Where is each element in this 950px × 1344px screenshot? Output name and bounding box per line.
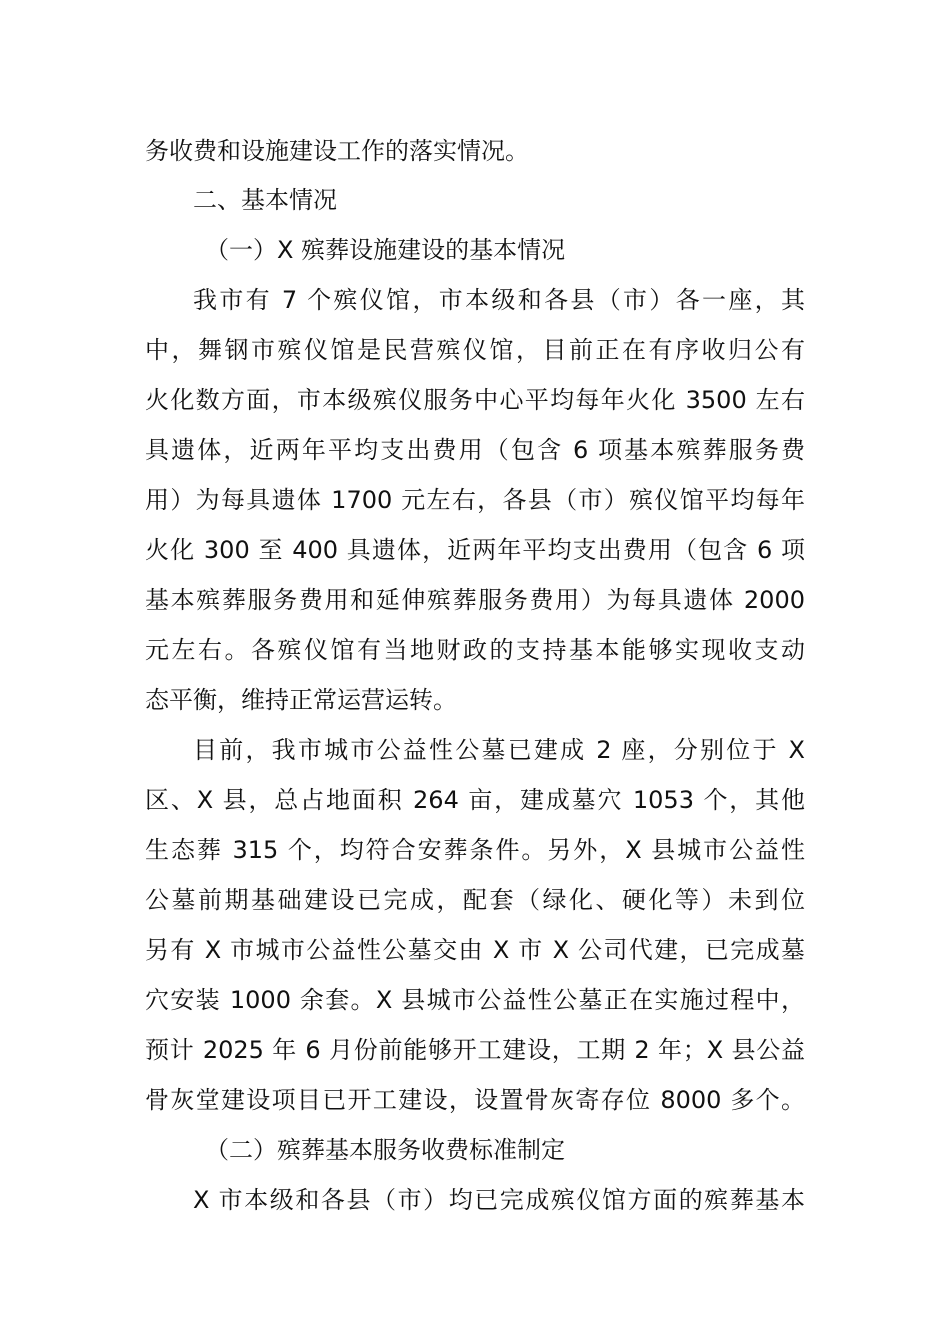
paragraph-funeral-homes-line: 火化 300 至 400 具遗体，近两年平均支出费用（包含 6 项 <box>145 536 805 564</box>
paragraph-cemeteries-line: 区、X 县，总占地面积 264 亩，建成墓穴 1053 个，其他 <box>145 786 805 814</box>
paragraph-funeral-homes-line: 火化数方面，市本级殡仪服务中心平均每年火化 3500 左右 <box>145 386 805 414</box>
paragraph-funeral-homes-line: 具遗体，近两年平均支出费用（包含 6 项基本殡葬服务费 <box>145 436 805 464</box>
paragraph-cemeteries-line: 目前，我市城市公益性公墓已建成 2 座，分别位于 X <box>193 736 805 764</box>
paragraph-cemeteries-line: 另有 X 市城市公益性公墓交由 X 市 X 公司代建，已完成墓 <box>145 936 805 964</box>
paragraph-funeral-homes-line: 元左右。各殡仪馆有当地财政的支持基本能够实现收支动 <box>145 636 805 664</box>
paragraph-cemeteries-line: 骨灰堂建设项目已开工建设，设置骨灰寄存位 8000 多个。 <box>145 1086 805 1114</box>
paragraph-funeral-homes-line: 中，舞钢市殡仪馆是民营殡仪馆，目前正在有序收归公有 <box>145 336 805 364</box>
paragraph-funeral-homes-line: 基本殡葬服务费用和延伸殡葬服务费用）为每具遗体 2000 <box>145 586 805 614</box>
paragraph-fee-standards-line: X 市本级和各县（市）均已完成殡仪馆方面的殡葬基本 <box>193 1186 805 1214</box>
paragraph-funeral-homes-line: 态平衡，维持正常运营运转。 <box>145 686 457 714</box>
paragraph-funeral-homes-line: 用）为每具遗体 1700 元左右，各县（市）殡仪馆平均每年 <box>145 486 805 514</box>
subsection-heading-facilities: （一）X 殡葬设施建设的基本情况 <box>205 236 566 264</box>
paragraph-cemeteries-line: 穴安装 1000 余套。X 县城市公益性公墓正在实施过程中， <box>145 986 805 1014</box>
subsection-heading-fee-standards: （二）殡葬基本服务收费标准制定 <box>205 1136 565 1164</box>
paragraph-cemeteries-line: 预计 2025 年 6 月份前能够开工建设，工期 2 年；X 县公益 <box>145 1036 805 1064</box>
section-heading-basic-situation: 二、基本情况 <box>193 186 337 214</box>
paragraph-cemeteries-line: 生态葬 315 个，均符合安葬条件。另外，X 县城市公益性 <box>145 836 805 864</box>
text-line-continuation: 务收费和设施建设工作的落实情况。 <box>145 137 529 165</box>
paragraph-funeral-homes-line: 我市有 7 个殡仪馆，市本级和各县（市）各一座，其 <box>193 286 805 314</box>
paragraph-cemeteries-line: 公墓前期基础建设已完成，配套（绿化、硬化等）未到位 <box>145 886 805 914</box>
